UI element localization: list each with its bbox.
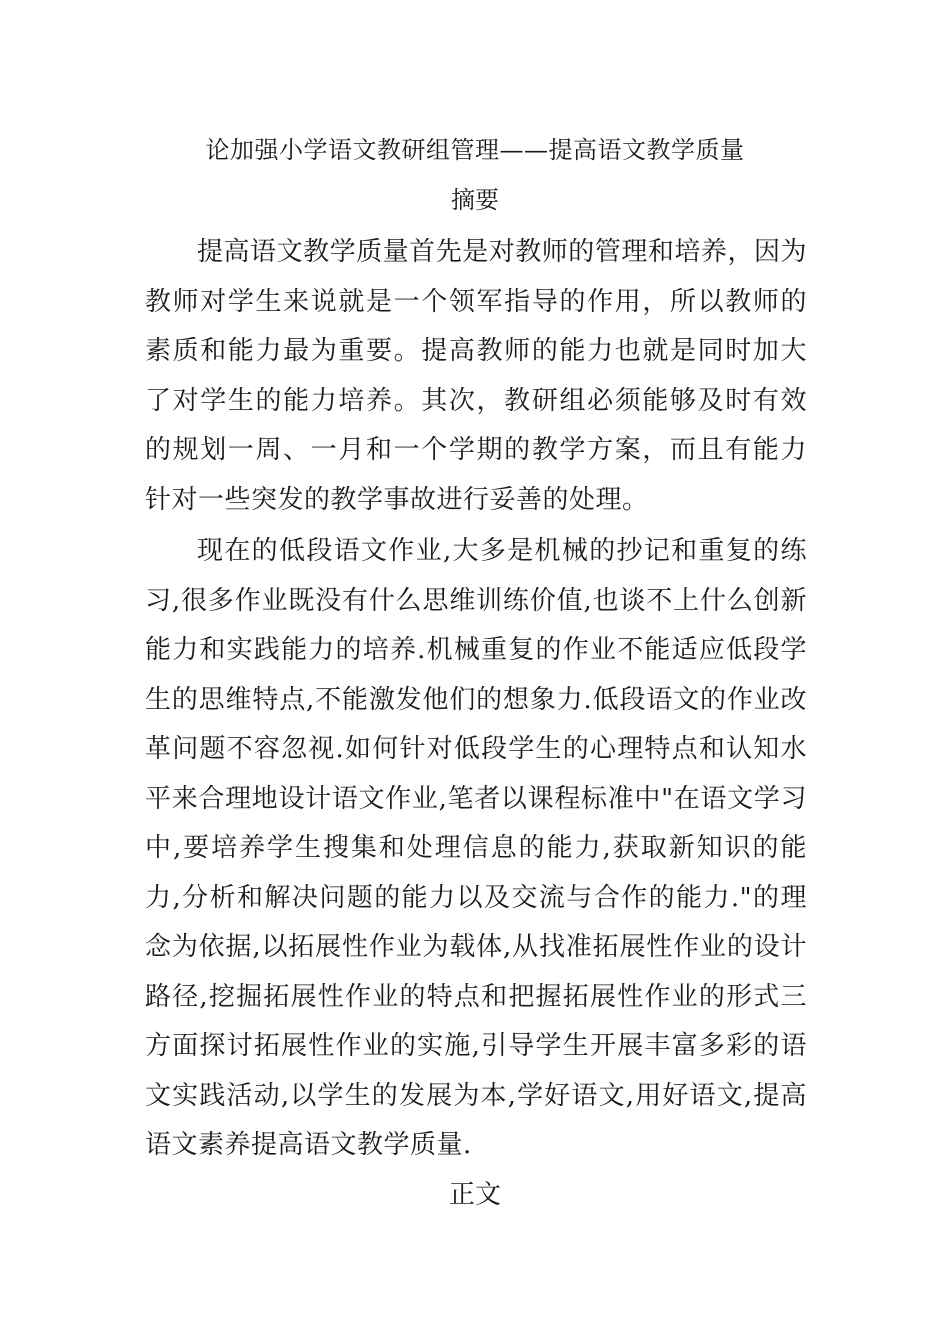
body-heading: 正文 — [448, 1180, 501, 1210]
abstract-heading: 摘要 — [451, 186, 499, 214]
abstract-paragraph-2: 现在的低段语文作业,大多是机械的抄记和重复的练习,很多作业既没有什么思维训练价值,也谈不上什么创新能力和实践能力的培养.机械重复的作业不能适应低段学生的思维特点,不能激发他们的想象力.低段语文的作业改革问题不容忽视.如何针对低段学生的心理特点和认知水平来合理地设计语文作业,笔者以课程标准中"在语文学习中,要培养学生搜集和处理信息的能力,获取新知识的能力,分析和解决问题的能力以及交流与合作的能力."的理念为依据,以拓展性作业为载体,从找准拓展性作业的设计路径,挖掘拓展性作业的特点和把握拓展性作业的形式三方面探讨拓展性作业的实施,引导学生开展丰富多彩的语文实践活动,以学生的发展为本,学好语文,用好语文,提高语文素养提高语文教学质量. — [145, 536, 807, 1160]
abstract-paragraph-1: 提高语文教学质量首先是对教师的管理和培养，因为教师对学生来说就是一个领军指导的作用，所以教师的素质和能力最为重要。提高教师的能力也就是同时加大了对学生的能力培养。其次，教研组必须能够及时有效的规划一周、一月和一个学期的教学方案，而且有能力针对一些突发的教学事故进行妥善的处理。 — [145, 237, 807, 515]
document-title: 论加强小学语文教研组管理——提高语文教学质量 — [205, 136, 745, 164]
